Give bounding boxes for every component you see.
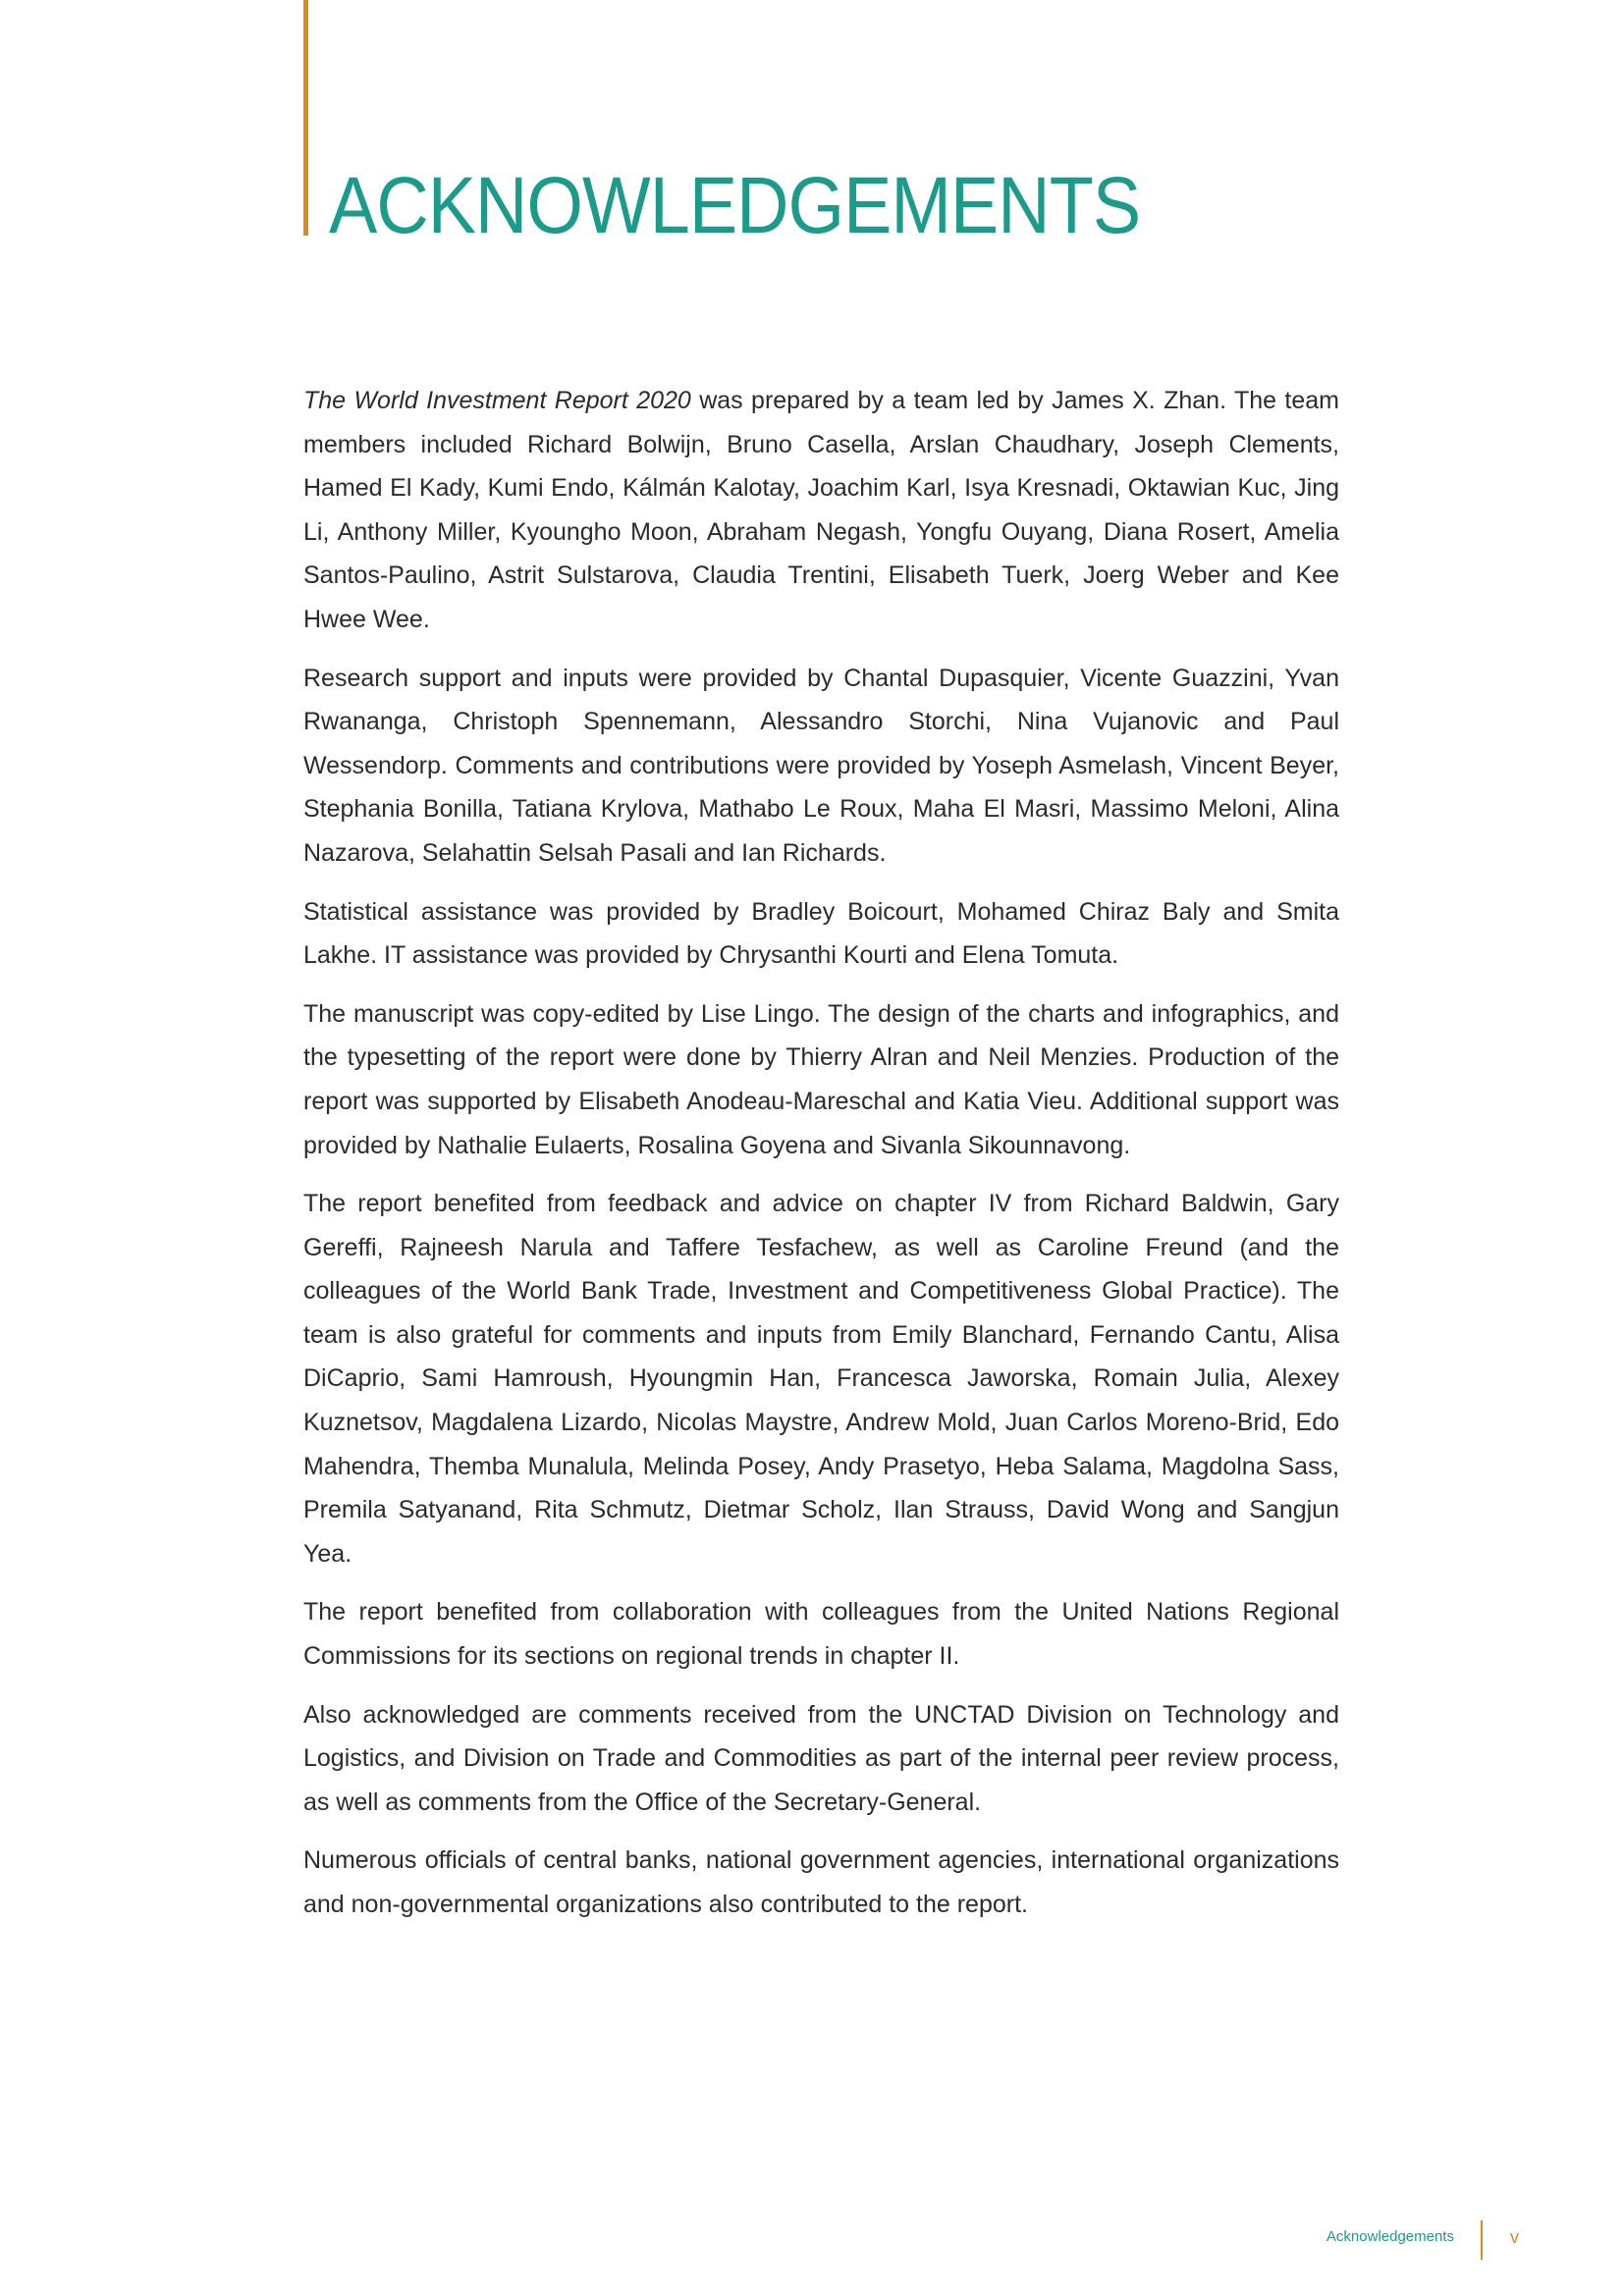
report-title: The World Investment Report 2020 — [303, 387, 691, 414]
paragraph-team — [303, 379, 1339, 642]
paragraph-research-support: Research support and inputs were provided by Chantal Dupasquier, Vicente Guazzini, Yvan Rwananga, Christoph Spennemann, Alessandro Storchi, Nina Vujanovic and Paul Wessendorp. Comments and contributions were provided by Yoseph Asmelash, Vincent Beyer, Stephania Bonilla, Tatiana Krylova, Mathabo Le Roux, Maha El Masri, Massimo Meloni, Alina Nazarova, Selahattin Selsah Pasali and Ian Richards. — [303, 664, 1339, 867]
paragraph-regional-commissions: The report benefited from collaboration with colleagues from the United Nations Regional Commissions for its sections on regional trends in chapter II. — [303, 1598, 1339, 1671]
paragraph-production: The manuscript was copy-edited by Lise Lingo. The design of the charts and infographics, and the typesetting of the report were done by Thierry Alran and Neil Menzies. Production of the report was supported by Elisabeth Anodeau-Mareschal and Katia Vieu. Additional support was provided by Nathalie Eulaerts, Rosalina Goyena and Sivanla Sikounnavong. — [303, 999, 1339, 1159]
acknowledgements-body — [303, 379, 1339, 1942]
paragraph-peer-review: Also acknowledged are comments received from the UNCTAD Division on Technology and Logistics, and Division on Trade and Commodities as part of the internal peer review process, as well as comments from the Office of the Secretary-General. — [303, 1700, 1339, 1816]
paragraph-statistical-assistance: Statistical assistance was provided by Bradley Boicourt, Mohamed Chiraz Baly and Smita Lakhe. IT assistance was provided by Chrysanthi Kourti and Elena Tomuta. — [303, 897, 1339, 970]
paragraph-feedback: The report benefited from feedback and advice on chapter IV from Richard Baldwin, Gary Gereffi, Rajneesh Narula and Taffere Tesfachew, as well as Caroline Freund (and the colleagues of the World Bank Trade, Investment and Competitiveness Global Practice). The team is also grateful for comments and inputs from Emily Blanchard, Fernando Cantu, Alisa DiCaprio, Sami Hamroush, Hyoungmin Han, Francesca Jaworska, Romain Julia, Alexey Kuznetsov, Magdalena Lizardo, Nicolas Maystre, Andrew Mold, Juan Carlos Moreno-Brid, Edo Mahendra, Themba Munalula, Melinda Posey, Andy Prasetyo, Heba Salama, Magdolna Sass, Premila Satyanand, Rita Schmutz, Dietmar Scholz, Ilan Strauss, David Wong and Sangjun Yea. — [303, 1190, 1339, 1568]
paragraph-team-text: was prepared by a team led by James X. Zhan. The team members included Richard Bolwijn, Bruno Casella, Arslan Chaudhary, Joseph Clements, Hamed El Kady, Kumi Endo, Kálmán Kalotay, Joachim Karl, Isya Kresnadi, Oktawian Kuc, Jing Li, Anthony Miller, Kyoungho Moon, Abraham Negash, Yongfu Ouyang, Diana Rosert, Amelia Santos-Paulino, Astrit Sulstarova, Claudia Trentini, Elisabeth Tuerk, Joerg Weber and Kee Hwee Wee. — [303, 387, 1339, 633]
title-accent-bar — [303, 0, 308, 236]
page-title: ACKNOWLEDGEMENTS — [329, 161, 1141, 250]
footer-section-label: Acknowledgements — [1326, 2228, 1454, 2245]
footer-divider — [1481, 2220, 1483, 2260]
footer-page-number: v — [1510, 2227, 1519, 2247]
paragraph-officials: Numerous officials of central banks, national government agencies, international organizations and non-governmental organizations also contributed to the report. — [303, 1846, 1339, 1918]
